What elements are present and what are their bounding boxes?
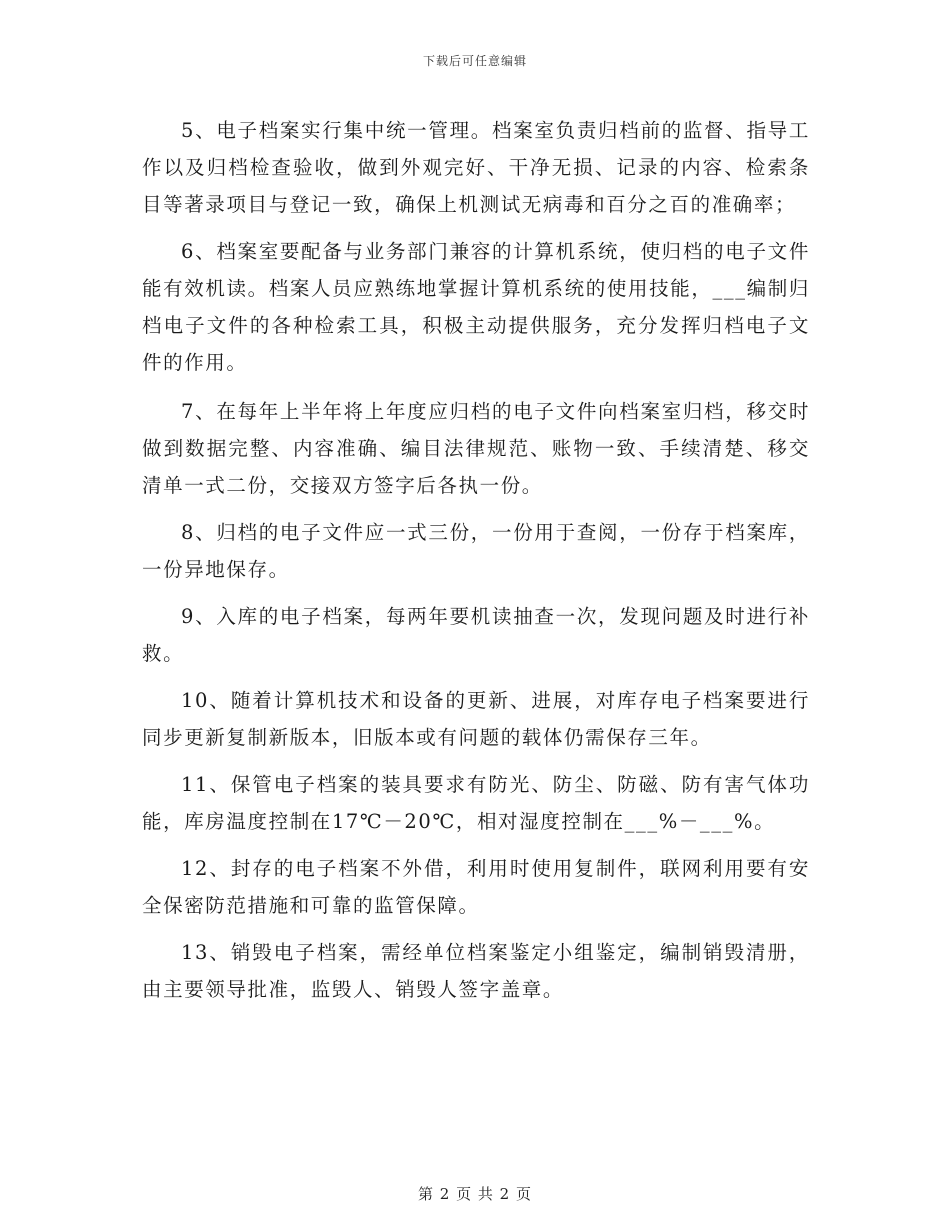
paragraph-8: 8、归档的电子文件应一式三份，一份用于查阅，一份存于档案库，一份异地保存。 — [142, 521, 810, 581]
page-number: 第 2 页 共 2 页 — [418, 1185, 532, 1203]
paragraph-13: 13、销毁电子档案，需经单位档案鉴定小组鉴定，编制销毁清册，由主要领导批准，监毁人、销毁人签字盖章。 — [142, 941, 810, 1001]
paragraph-10: 10、随着计算机技术和设备的更新、进展，对库存电子档案要进行同步更新复制新版本，旧版本或有问题的载体仍需保存三年。 — [142, 689, 810, 749]
paragraph-7: 7、在每年上半年将上年度应归档的电子文件向档案室归档，移交时做到数据完整、内容准确、编目法律规范、账物一致、手续清楚、移交清单一式二份，交接双方签字后各执一份。 — [142, 400, 810, 497]
paragraph-6: 6、档案室要配备与业务部门兼容的计算机系统，使归档的电子文件能有效机读。档案人员应熟练地掌握计算机系统的使用技能，___编制归档电子文件的各种检索工具，积极主动提供服务，充分发挥归档电子文件的作用。 — [142, 240, 810, 374]
document-body — [142, 112, 810, 1018]
page-header: 下载后可任意编辑 — [422, 54, 527, 68]
paragraph-5: 5、电子档案实行集中统一管理。档案室负责归档前的监督、指导工作以及归档检查验收，做到外观完好、干净无损、记录的内容、检索条目等著录项目与登记一致，确保上机测试无病毒和百分之百的准确率； — [142, 119, 810, 216]
paragraph-9: 9、入库的电子档案，每两年要机读抽查一次，发现问题及时进行补救。 — [142, 605, 810, 665]
paragraph-12: 12、封存的电子档案不外借，利用时使用复制件，联网利用要有安全保密防范措施和可靠的监管保障。 — [142, 857, 810, 917]
paragraph-11: 11、保管电子档案的装具要求有防光、防尘、防磁、防有害气体功能，库房温度控制在17℃－20℃，相对湿度控制在___%－___%。 — [142, 773, 810, 833]
